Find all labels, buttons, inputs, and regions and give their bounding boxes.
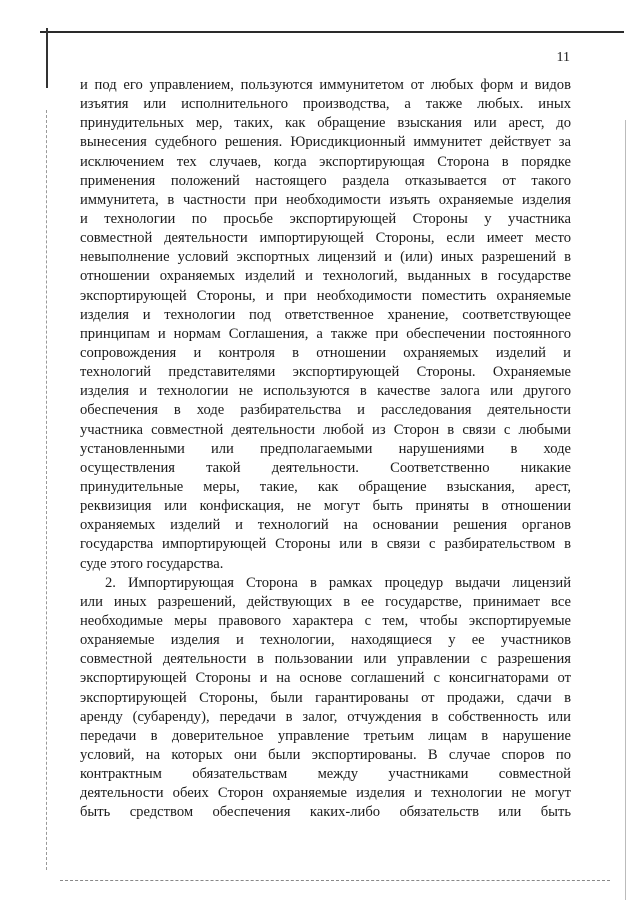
text-line: государства импортирующей Стороны или в связи с разбирательством в — [80, 536, 571, 553]
text-line: совместной деятельности импортирующей Стороны, если имеет место — [80, 230, 571, 247]
text-line: контрактным обязательствам между участниками совместной — [80, 766, 571, 783]
text-line: передачи в доверительное управление третьим лицам в нарушение — [80, 727, 571, 744]
text-line: изъятия или исполнительного производства, а также любых. иных — [80, 96, 571, 113]
text-line: установленными или предполагаемыми нарушениями в ходе — [80, 440, 571, 457]
text-line: охраняемые изделия и технологии, находящиеся у ее участников — [80, 632, 571, 649]
text-line: изделия и технологии под ответственное хранение, соответствующее — [80, 306, 571, 323]
text-line: и под его управлением, пользуются иммунитетом от любых форм и видов — [80, 77, 571, 93]
text-line: условий, на которых они были экспортированы. В случае споров по — [80, 746, 571, 763]
text-line: реквизиция или конфискация, не могут быть приняты в отношении — [80, 498, 571, 515]
text-line: участника совместной деятельности любой из Сторон в связи с любыми — [80, 421, 571, 438]
text-line: сопровождения и контроля в отношении охраняемых изделий и — [80, 344, 571, 361]
text-line: экспортирующей Стороны, были гарантированы от продажи, сдачи в — [80, 689, 571, 706]
text-line: технологий представителями экспортирующей Стороны. Охраняемые — [80, 364, 571, 381]
text-line: принципам и нормам Соглашения, а также при обеспечении постоянного — [80, 325, 571, 342]
page-number: 11 — [556, 50, 570, 65]
text-line: осуществления такой деятельности. Соответственно никакие — [80, 459, 571, 476]
scan-border-left-faint — [46, 110, 47, 870]
text-line: невыполнение условий экспортных лицензий и (или) иных разрешений в — [80, 249, 571, 266]
text-line: и технологии по просьбе экспортирующей Стороны у участника — [80, 210, 571, 227]
scan-border-bottom — [60, 880, 610, 881]
text-line: принудительные меры, такие, как обращение взыскания, арест, — [80, 478, 571, 495]
text-line: 2. Импортирующая Сторона в рамках процедур выдачи лицензий — [105, 574, 571, 591]
text-line: охраняемых изделий и технологий на основании решения органов — [80, 517, 571, 534]
text-line: быть средством обеспечения каких-либо обязательств или быть — [80, 804, 571, 821]
text-line: деятельности обеих Сторон охраняемые изделия и технологии не могут — [80, 785, 571, 802]
text-line: иммунитета, в частности при необходимости изъять охраняемые изделия — [80, 191, 571, 208]
text-line: применения положений настоящего раздела отказывается от такого — [80, 172, 571, 189]
document-body — [80, 76, 571, 822]
text-line: изделия и технологии не используются в качестве залога или другого — [80, 383, 571, 400]
text-line: экспортирующей Стороны и на основе соглашений с консигнаторами от — [80, 670, 571, 687]
text-line: или иных разрешений, действующих в ее государстве, принимает все — [80, 593, 571, 610]
text-line: исключением тех случаев, когда экспортирующая Сторона в порядке — [80, 153, 571, 170]
text-line: вынесения судебного решения. Юрисдикционный иммунитет действует за — [80, 134, 571, 151]
text-line: аренду (субаренду), передачи в залог, отчуждения в собственность или — [80, 708, 571, 725]
text-line: суде этого государства. — [80, 555, 224, 572]
text-line: экспортирующей Стороны, и при необходимости поместить охраняемые — [80, 287, 571, 304]
scan-border-left — [46, 28, 48, 88]
text-line: обеспечения в ходе разбирательства и расследования деятельности — [80, 402, 571, 419]
scan-border-right — [625, 120, 626, 900]
text-line: необходимые меры правового характера с тем, чтобы экспортируемые — [80, 612, 571, 629]
text-line: принудительных мер, таких, как обращение взыскания или арест, до — [80, 115, 571, 132]
scan-border-top — [40, 31, 624, 33]
text-line: совместной деятельности в пользовании или управлении с разрешения — [80, 651, 571, 668]
text-line: отношении охраняемых изделий и технологий, выданных в государстве — [80, 268, 571, 285]
